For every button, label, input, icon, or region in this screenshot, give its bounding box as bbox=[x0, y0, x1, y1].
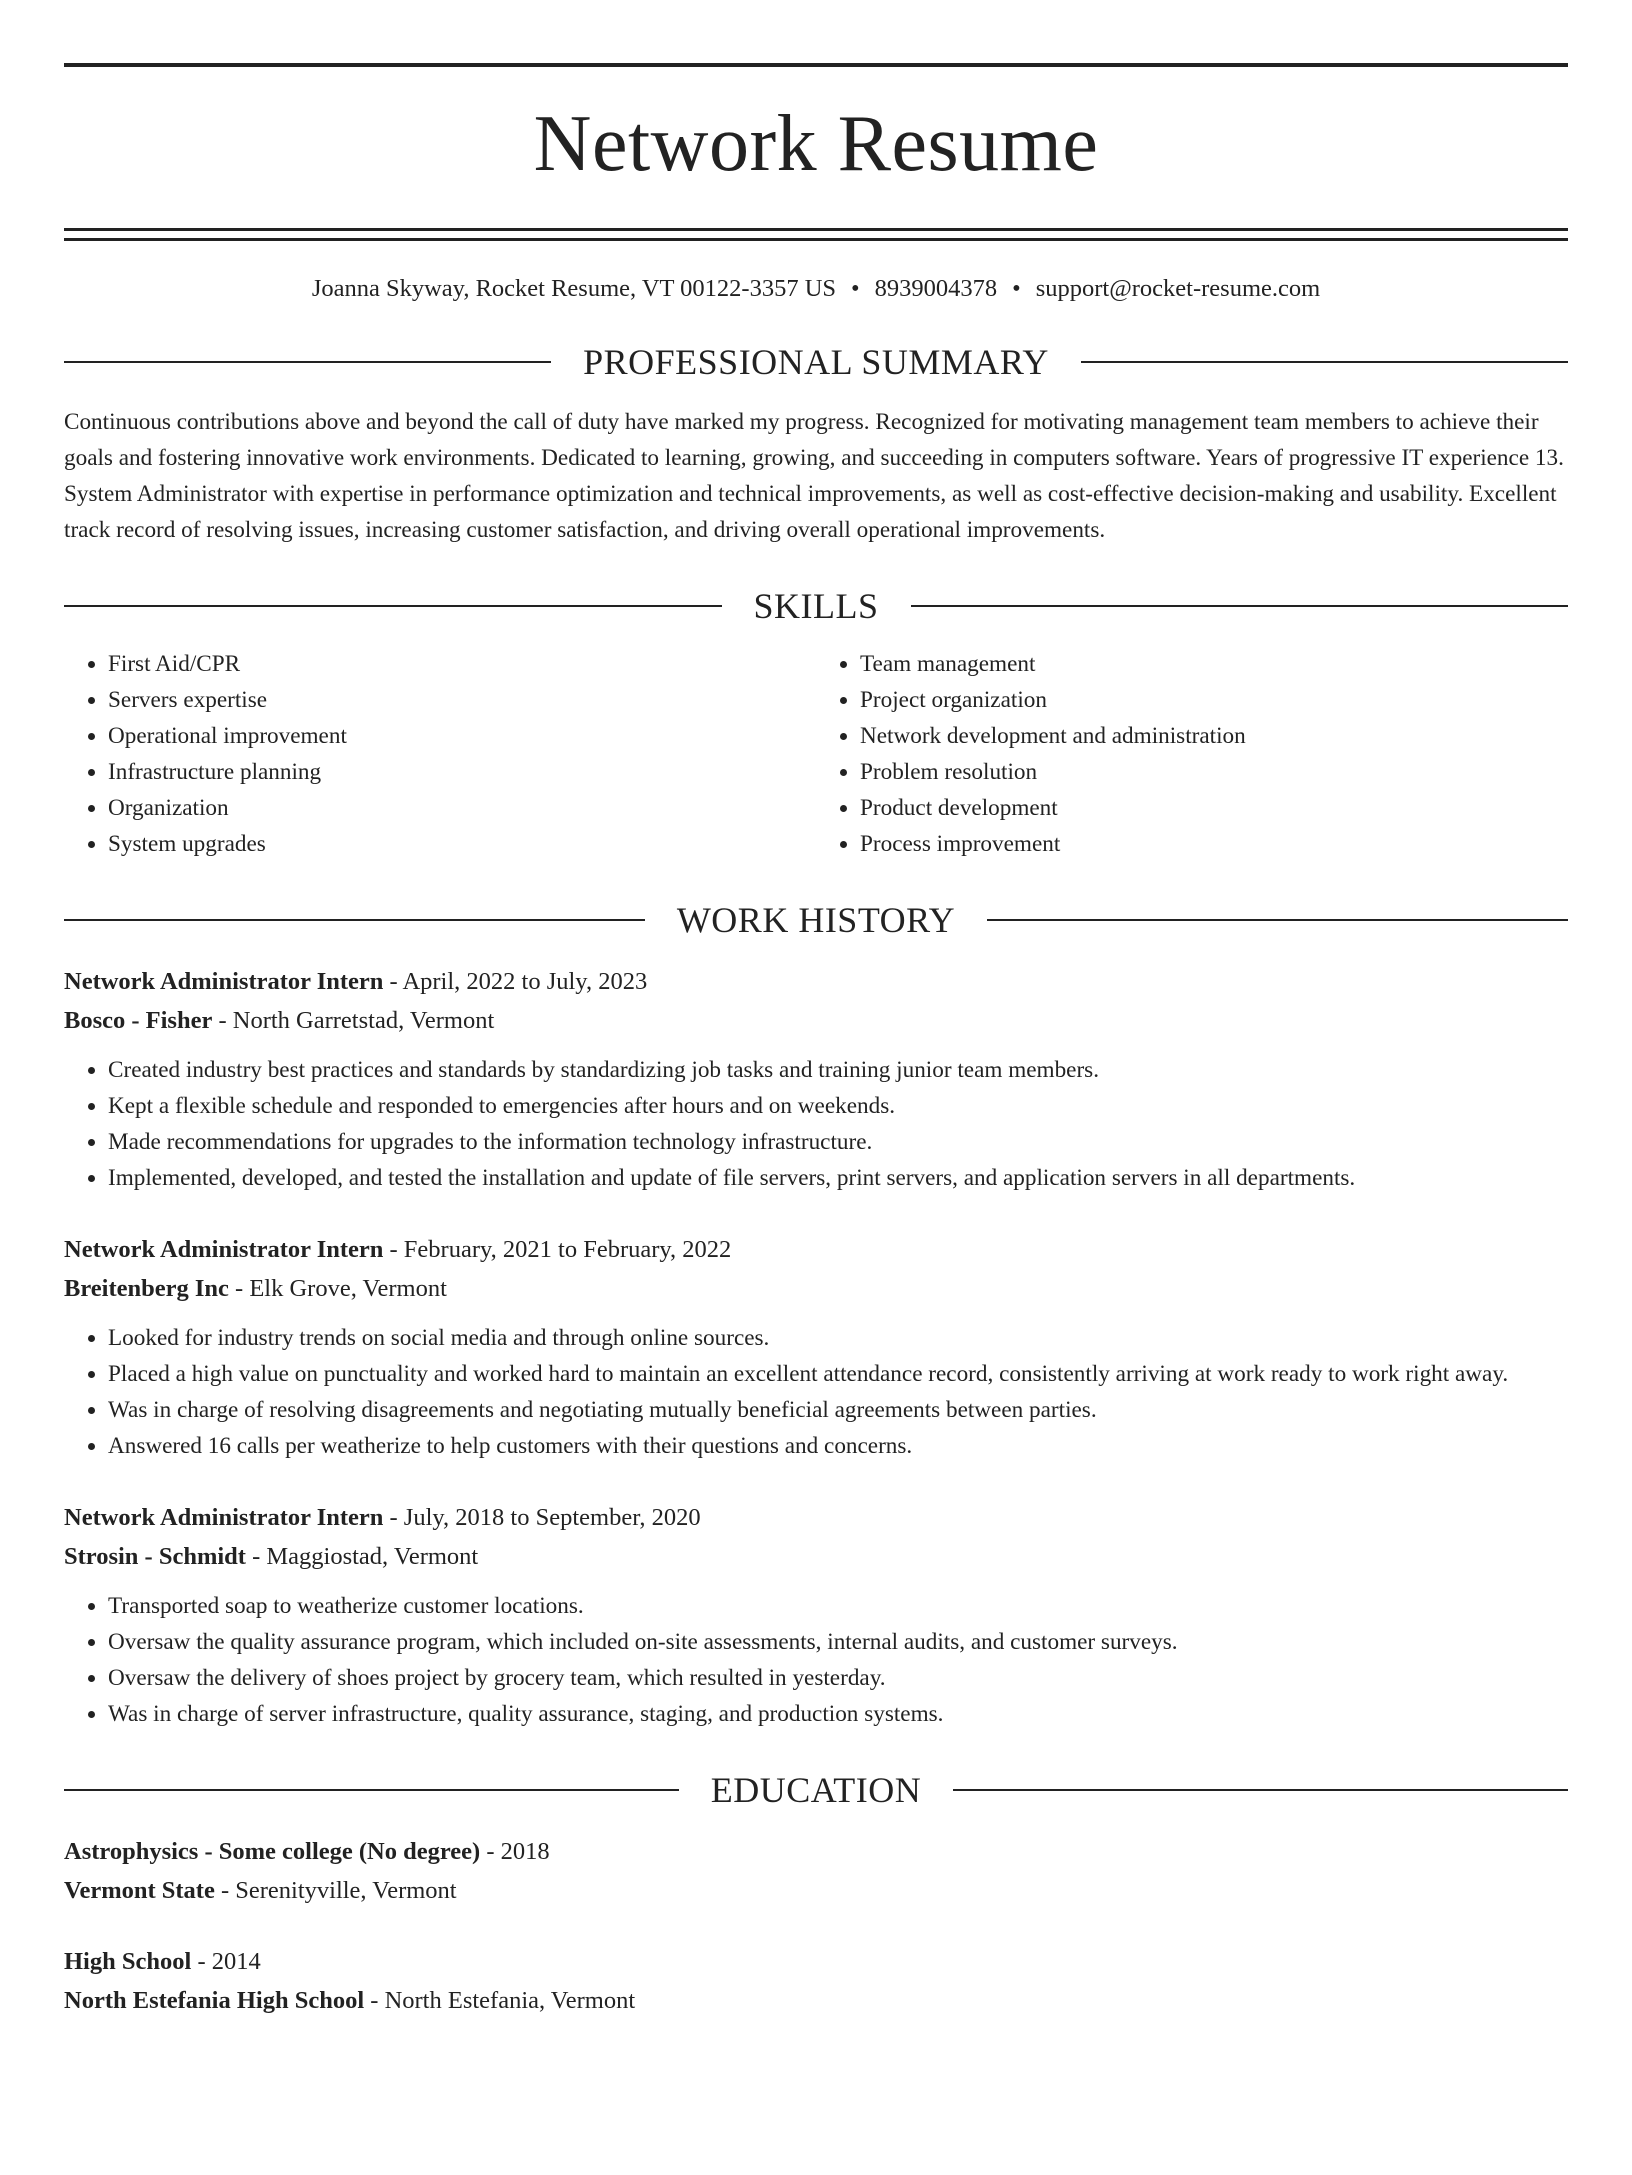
summary-text: Continuous contributions above and beyond the call of duty have marked my progress. Recognized for motivating management team members to achieve their goals and fostering innovative work environments. Dedicated to learning, growing, and succeeding in computers software. Years of progressive IT experience 13. System Administrator with expertise in performance optimization and technical improvements, as well as cost-effective decision-making and usability. Excellent track record of resolving issues, increasing customer satisfaction, and driving overall operational improvements. bbox=[64, 409, 1564, 543]
job-entry bbox=[64, 1498, 1568, 1732]
skill-item: • Problem resolution bbox=[860, 754, 1568, 790]
skill-item: • Operational improvement bbox=[108, 718, 816, 754]
skills-column-right bbox=[816, 646, 1568, 862]
section-rule bbox=[987, 919, 1568, 921]
skill-item: • Servers expertise bbox=[108, 682, 816, 718]
job-company-line bbox=[64, 1537, 1568, 1576]
section-rule bbox=[953, 1789, 1568, 1791]
job-company-line bbox=[64, 1001, 1568, 1040]
section-header-work bbox=[64, 900, 1568, 940]
job-bullet: • Looked for industry trends on social media and through online sources. bbox=[108, 1320, 1568, 1356]
job-entry bbox=[64, 962, 1568, 1196]
job-bullet: • Implemented, developed, and tested the installation and update of file servers, print servers, and application servers in all departments. bbox=[108, 1160, 1568, 1196]
skill-item: • Organization bbox=[108, 790, 816, 826]
section-rule bbox=[64, 605, 722, 607]
education-degree-line bbox=[64, 1832, 1568, 1871]
education-school-line bbox=[64, 1981, 1568, 2020]
job-bullet: • Placed a high value on punctuality and worked hard to maintain an excellent attendance record, consistently arriving at work ready to work right away. bbox=[108, 1356, 1568, 1392]
section-rule bbox=[64, 1789, 679, 1791]
resume-page bbox=[0, 63, 1632, 2175]
job-dates: - July, 2018 to September, 2020 bbox=[383, 1504, 701, 1531]
job-title-line bbox=[64, 962, 1568, 1001]
skill-item: • Process improvement bbox=[860, 826, 1568, 862]
job-bullet: • Oversaw the quality assurance program, which included on-site assessments, internal audits, and customer surveys. bbox=[108, 1624, 1568, 1660]
section-rule bbox=[64, 361, 551, 363]
job-bullets bbox=[64, 1052, 1568, 1196]
section-rule bbox=[911, 605, 1569, 607]
job-bullet: • Oversaw the delivery of shoes project by grocery team, which resulted in yesterday. bbox=[108, 1660, 1568, 1696]
job-bullet: • Answered 16 calls per weatherize to help customers with their questions and concerns. bbox=[108, 1428, 1568, 1464]
job-bullet: • Was in charge of server infrastructure, quality assurance, staging, and production systems. bbox=[108, 1696, 1568, 1732]
section-header-summary bbox=[64, 342, 1568, 382]
job-title: Network Administrator Intern bbox=[64, 968, 384, 995]
job-title: Network Administrator Intern bbox=[64, 1236, 384, 1263]
section-title-work: WORK HISTORY bbox=[676, 900, 956, 940]
section-header-education bbox=[64, 1770, 1568, 1810]
job-bullets bbox=[64, 1320, 1568, 1464]
education-entry bbox=[64, 1942, 1568, 2020]
education-degree: High School bbox=[64, 1948, 192, 1975]
skills-list bbox=[64, 646, 1568, 862]
job-location: - Elk Grove, Vermont bbox=[228, 1275, 447, 1302]
section-title-summary: PROFESSIONAL SUMMARY bbox=[583, 342, 1049, 382]
double-rule bbox=[64, 228, 1568, 241]
job-location: - Maggiostad, Vermont bbox=[245, 1543, 479, 1570]
skill-item: • Network development and administration bbox=[860, 718, 1568, 754]
job-bullet: • Kept a flexible schedule and responded to emergencies after hours and on weekends. bbox=[108, 1088, 1568, 1124]
skill-item: • Project organization bbox=[860, 682, 1568, 718]
skill-item: • First Aid/CPR bbox=[108, 646, 816, 682]
education-location: - North Estefania, Vermont bbox=[364, 1987, 636, 2014]
skill-item: • Infrastructure planning bbox=[108, 754, 816, 790]
skill-item: • Product development bbox=[860, 790, 1568, 826]
contact-phone: 8939004378 bbox=[874, 275, 998, 302]
job-company-line bbox=[64, 1269, 1568, 1308]
skills-column-left bbox=[64, 646, 816, 862]
job-dates: - April, 2022 to July, 2023 bbox=[383, 968, 648, 995]
education-entry bbox=[64, 1832, 1568, 1910]
job-title: Network Administrator Intern bbox=[64, 1504, 384, 1531]
contact-address: Joanna Skyway, Rocket Resume, VT 00122-3357 US bbox=[311, 275, 837, 302]
section-title-education: EDUCATION bbox=[710, 1770, 922, 1810]
top-rule bbox=[64, 63, 1568, 67]
contact-separator: • bbox=[851, 275, 860, 302]
skill-item: • Team management bbox=[860, 646, 1568, 682]
job-company: Breitenberg Inc bbox=[64, 1275, 229, 1302]
section-header-skills bbox=[64, 586, 1568, 626]
job-bullet: • Made recommendations for upgrades to the information technology infrastructure. bbox=[108, 1124, 1568, 1160]
job-title-line bbox=[64, 1498, 1568, 1537]
education-year: - 2018 bbox=[480, 1838, 550, 1865]
education-school: Vermont State bbox=[64, 1877, 215, 1904]
contact-line bbox=[64, 274, 1568, 304]
education-school: North Estefania High School bbox=[64, 1987, 365, 2014]
job-bullet: • Was in charge of resolving disagreements and negotiating mutually beneficial agreements between parties. bbox=[108, 1392, 1568, 1428]
education-school-line bbox=[64, 1871, 1568, 1910]
resume-title: Network Resume bbox=[533, 100, 1099, 188]
job-title-line bbox=[64, 1230, 1568, 1269]
job-entry bbox=[64, 1230, 1568, 1464]
job-company: Strosin - Schmidt bbox=[64, 1543, 246, 1570]
job-bullet: • Created industry best practices and standards by standardizing job tasks and training junior team members. bbox=[108, 1052, 1568, 1088]
skill-item: • System upgrades bbox=[108, 826, 816, 862]
contact-email: support@rocket-resume.com bbox=[1035, 275, 1321, 302]
section-rule bbox=[1081, 361, 1568, 363]
job-dates: - February, 2021 to February, 2022 bbox=[383, 1236, 732, 1263]
education-degree-line bbox=[64, 1942, 1568, 1981]
job-company: Bosco - Fisher bbox=[64, 1007, 213, 1034]
education-location: - Serenityville, Vermont bbox=[214, 1877, 457, 1904]
job-bullet: • Transported soap to weatherize customer locations. bbox=[108, 1588, 1568, 1624]
section-rule bbox=[64, 919, 645, 921]
contact-separator: • bbox=[1012, 275, 1021, 302]
job-bullets bbox=[64, 1588, 1568, 1732]
job-location: - North Garretstad, Vermont bbox=[212, 1007, 495, 1034]
education-year: - 2014 bbox=[191, 1948, 261, 1975]
education-degree: Astrophysics - Some college (No degree) bbox=[64, 1838, 481, 1865]
section-title-skills: SKILLS bbox=[753, 586, 879, 626]
